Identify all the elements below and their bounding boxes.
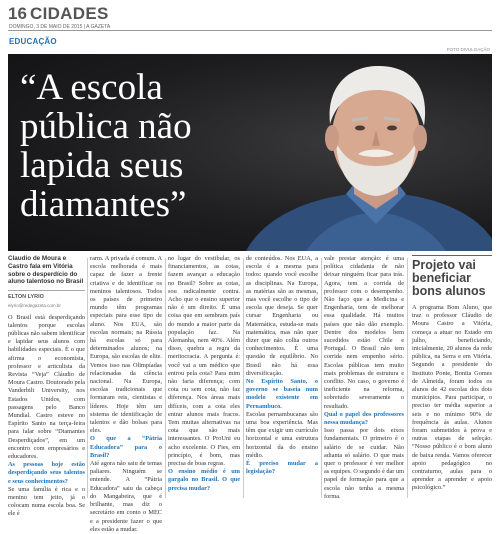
sidebar-rule [412, 255, 492, 256]
interview-question: O que a “Pátria Educadora” para o Brasil? [90, 435, 162, 459]
column-divider [243, 258, 244, 498]
page-number: 16 [8, 4, 27, 23]
section-kicker: EDUCAÇÃO [9, 37, 57, 46]
interview-answer: Isso passa por dois eixos fundamentais. O primeiro é o salário de se cuidar. Não adianta só salário. O que mais quer o professor é ver melhor as equipes. O segundo é dar um papel de formação para que a escola não tenha a mesma forma. [324, 427, 404, 500]
headline: “A escola pública não lapida seus diamantes” [20, 67, 192, 225]
dateline: DOMINGO, 3 DE MAIO DE 2015 | A GAZETA [9, 24, 111, 30]
interview-question: No Espírito Santo, o governo se baseia num modelo existente em Pernambuco. [246, 378, 318, 410]
byline: ELTON LYRIO [8, 294, 44, 301]
article-paragraph: rarm. A privada é comum. A escola melhorada é mais capaz de fazer a frente criativa e de identificar os meninos talentosos. Todos os países de primeiro mundo têm programas especiais para esse tipo de aluno. Nos EUA, são escolas normais; na Rússia há escolas só para determinados alunos; na Europa, são escolas de elite. Vemos isso nas Olimpíadas relacionadas da ciência nacional. Na Europa, escolas tradicionais que formaram reis, cientistas e líderes. Hoje têm um sistema de identificação de talentos e dão bolsas para eles. [90, 255, 162, 435]
interview-answer: Se uma família é rica e o menino tem jeito, já o colocam numa escola boa. Se ele é [8, 485, 85, 518]
reporter-email: elyrio@redegazeta.com.br [8, 303, 61, 309]
interview-question: As pessoas hoje estão desperdiçando seus talentos e seus conhecimentos? [8, 461, 85, 485]
interview-question: É preciso mudar a legislação? [246, 460, 318, 476]
article-paragraph: vale prestar atenção: é uma política cidadania de não deixar ninguém ficar para trás. Agora, tem a corrida de professor com o desempenho. Não faço que a Medicina e Engenharia, tem de melhorar essa qualidade. Há muitos países que não dão exemplo. Dentre dos modelos bem sucedidos estão Chile e Portugal. O Brasil não tem corrida nem empenho sério. Escolas públicas tem muito mais problemas de estrutura e conflito. No caso, o governo é ineficiente na reforma, sobretudo severamente o resultado. [324, 255, 404, 410]
article-column-4 [246, 255, 318, 500]
sidebar-title: Projeto vai beneficiar bons alunos [412, 258, 486, 298]
article-column-2 [90, 255, 162, 533]
section-name: CIDADES [30, 4, 109, 23]
interview-answer: Até agora não saiu de temas paliares. Ninguém se entende. A “Pátria Educadora” saiu da cabeça do Mangabeira, que é brilhante, mas diz o secretário em conto o MEC e a presidente fazer o que eles estão a mudar. [90, 460, 162, 533]
photo-caption: Claudio de Moura e Castro fala em Vitória sobre o desperdício do aluno talentoso no Brasil [8, 255, 84, 286]
column-divider [321, 258, 322, 498]
photo-credit: FOTO DIVULGAÇÃO [446, 47, 490, 52]
article-column-1 [8, 255, 85, 518]
lead-photo [8, 54, 492, 251]
sidebar-text: A programa Bom Aluno, que traz o professor Cláudio de Moura Castro a Vitória, começa a atuar no Estado em julho, beneficiando, inicialmente, 20 alunos da rede pública, na Serra e em Vitória. Segundo a presidente do Instituto Ponte, Bonita Gomes de Almeida, foram todos os alunos de 42 escolas dos dois municípios. Para participar, o preciso ter média superior a seis e no mínimo 90% de frequência às aulas. Alunos foram submetidos à prova e outras etapas de seleção. “Nosso público é o bom aluno de baixa renda. Vamos oferecer apoio pedagógico no contraturno, aulas para o aprender a aprender e apoio psicológico.” [412, 304, 492, 492]
column-divider [407, 258, 408, 498]
interview-question: O ensino médio é um gargalo no Brasil. O que precisa mudar? [168, 468, 240, 492]
interview-question: Qual o papel dos professores nessa mudança? [324, 410, 404, 427]
article-paragraph: de conteúdos. Nos EUA, a escola é a mesma para todos: quando você escolhe as disciplinas. Na Europa, as matérias são as mesmas, mas você escolhe o tipo de escola que deseja. Se quer cursar Engenharia ou Matemática, estuda-se mais matemática, mas não quer dizer que não colha outros conhecimentos. É uma questão de equilíbrio. No Brasil não há essa diversificação. [246, 255, 318, 377]
article-paragraph: no lugar do vestibular, os financiamentos, as cotas, fazem avançar a educação no Brasil? Sobre as cotas, sou radicalmente contra. Acho que o ensino superior não é um direito. É uma coisa que em sembram país do mundo a maior parte da população faz. Na Alemanha, nem 40%. Além disso, quebra a regra da meritocracia. A pergunta é: você vai a um médico que entrou pela cota? Para mim não faria diferença; com cota ou sem cota, não faz diferença. Nos áreas mais difíceis, com a cota eles entrar alunos mais fracos. Tem muitas alternativas na cota que são mais interessantes. O ProUni eu acho excelente. O Fies, em princípio, é bom, mas precisa de boas regras. [168, 255, 240, 468]
column-divider [87, 258, 88, 498]
article-column-3 [168, 255, 240, 500]
header-divider [8, 30, 492, 31]
byline-divider [8, 290, 85, 291]
sidebar-box [412, 255, 492, 500]
column-divider [165, 258, 166, 498]
article-column-5 [324, 255, 404, 500]
article-paragraph: O Brasil está desperdiçando talentos porque escolas públicas não sabem identificar e lapidar seus alunos com habilidades especiais. É o que afirma o economista, professor e articulista da Revista “Veja” Cláudio de Moura Castro. Doutorado pela Vanderbilt University, nos Estados Unidos, com passagens pelo Banco Mundial. Castro esteve no Espírito Santo na terça-feira para falar sobre “Diamantes Desperdiçados”, em um encontro com empresários e educadores. [8, 313, 85, 461]
interview-answer: Escolas pernambucanas são uma boa experiência. Mas têm que exigir um currículo horizontal e uma estrutura horizontal da do ensino médio. [246, 410, 318, 459]
